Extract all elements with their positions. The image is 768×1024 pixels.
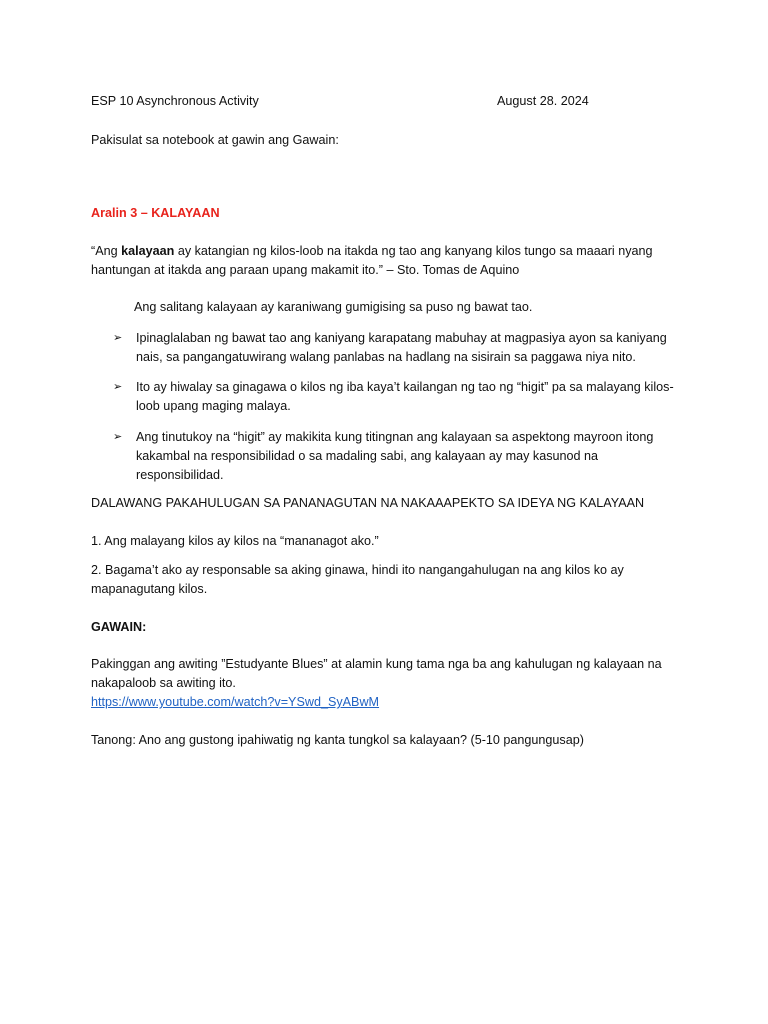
gawain-question: Tanong: Ano ang gustong ipahiwatig ng kanta tungkol sa kalayaan? (5-10 pangungusap) <box>91 733 584 747</box>
meaning-2-line-1: 2. Bagama’t ako ay responsable sa aking ginawa, hindi ito nangangahulugan na ang kilos ko ay <box>91 563 624 577</box>
document-title: ESP 10 Asynchronous Activity <box>91 94 259 108</box>
instruction-text: Pakisulat sa notebook at gawin ang Gawain: <box>91 133 339 147</box>
gawain-line-1: Pakinggan ang awiting ”Estudyante Blues” at alamin kung tama nga ba ang kahulugan ng kalayaan na <box>91 657 662 671</box>
bullet-3-line-2: kakambal na responsibilidad o sa madaling sabi, ang kalayaan ay may kasunod na <box>136 449 599 463</box>
arrow-bullet-icon: ➢ <box>113 431 123 443</box>
lesson-title: Aralin 3 – KALAYAAN <box>91 206 220 220</box>
bullet-3-line-3: responsibilidad. <box>136 468 224 482</box>
gawain-line-2: nakapaloob sa awiting ito. <box>91 676 236 690</box>
arrow-bullet-icon: ➢ <box>113 332 123 344</box>
quote-line-1-rest: ay katangian ng kilos-loob na itakda ng tao ang kanyang kilos tungo sa maaari nyang <box>174 244 653 258</box>
gawain-heading: GAWAIN: <box>91 620 147 634</box>
bullet-2-line-2: loob upang maging malaya. <box>136 399 291 413</box>
bullet-2-line-1: Ito ay hiwalay sa ginagawa o kilos ng iba kaya’t kailangan ng tao ng “higit” pa sa malayang kilos- <box>136 380 674 394</box>
meaning-1: 1. Ang malayang kilos ay kilos na “mananagot ako.” <box>91 534 379 548</box>
quote-line-1 <box>91 242 653 261</box>
quote-open: “Ang <box>91 244 122 258</box>
document-date: August 28. 2024 <box>497 94 589 108</box>
meaning-2-line-2: mapanagutang kilos. <box>91 582 208 596</box>
intro-text: Ang salitang kalayaan ay karaniwang gumigising sa puso ng bawat tao. <box>134 300 533 314</box>
youtube-link[interactable]: https://www.youtube.com/watch?v=YSwd_SyABwM <box>91 695 380 709</box>
arrow-bullet-icon: ➢ <box>113 381 123 393</box>
section-heading: DALAWANG PAKAHULUGAN SA PANANAGUTAN NA NAKAAAPEKTO SA IDEYA NG KALAYAAN <box>91 496 645 510</box>
quote-line-2: hantungan at itakda ang paraan upang makamit ito.” – Sto. Tomas de Aquino <box>91 263 520 277</box>
bullet-3-line-1: Ang tinutukoy na “higit” ay makikita kung titingnan ang kalayaan sa aspektong mayroon itong <box>136 430 654 444</box>
quote-bold-word: kalayaan <box>121 244 175 258</box>
bullet-1-line-1: Ipinaglalaban ng bawat tao ang kaniyang karapatang mabuhay at magpasiya ayon sa kaniyang <box>136 331 667 345</box>
bullet-1-line-2: nais, sa pangangatuwirang walang panlabas na hadlang na sisirain sa paggawa niya nito. <box>136 350 636 364</box>
